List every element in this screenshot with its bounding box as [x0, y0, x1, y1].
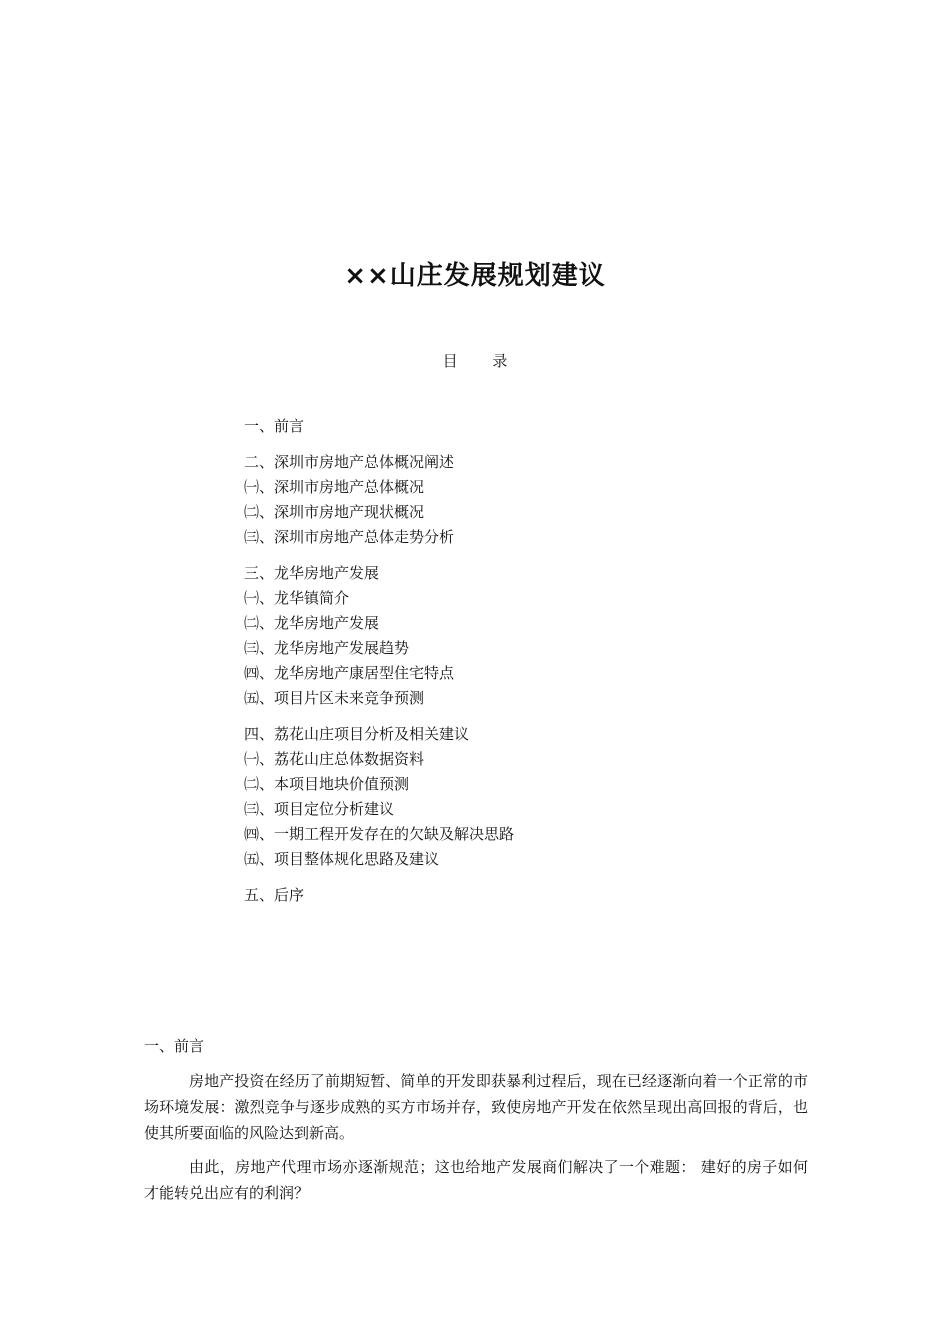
- document-title: ××山庄发展规划建议: [344, 261, 606, 291]
- toc-section: [244, 722, 844, 872]
- paragraph: 由此，房地产代理市场亦逐渐规范；这也给地产发展商们解决了一个难题： 建好的房子如何才能转兑出应有的利润？: [144, 1158, 808, 1202]
- toc-entry: ㈡、深圳市房地产现状概况: [244, 503, 425, 521]
- toc-entry: ㈤、项目整体规化思路及建议: [244, 850, 440, 868]
- toc-entry: ㈠、荔花山庄总体数据资料: [244, 750, 425, 768]
- toc-entry: ㈢、龙华房地产发展趋势: [244, 639, 410, 657]
- toc-heading: 目 录: [442, 352, 508, 370]
- toc-entry: ㈠、龙华镇简介: [244, 589, 350, 607]
- toc-section: [244, 561, 844, 711]
- toc-entry: ㈢、深圳市房地产总体走势分析: [244, 528, 455, 546]
- toc-entry: 一、前言: [244, 417, 305, 435]
- toc-section: [244, 883, 844, 908]
- toc-entry: 二、深圳市房地产总体概况阐述: [244, 453, 455, 471]
- toc-entry: ㈤、项目片区未来竞争预测: [244, 689, 425, 707]
- table-of-contents: [244, 414, 844, 919]
- toc-entry: ㈠、深圳市房地产总体概况: [244, 478, 425, 496]
- toc-entry: ㈡、龙华房地产发展: [244, 614, 380, 632]
- toc-entry: ㈣、龙华房地产康居型住宅特点: [244, 664, 455, 682]
- toc-entry: ㈡、本项目地块价值预测: [244, 775, 410, 793]
- toc-section: [244, 450, 844, 550]
- section-heading: 一、前言: [144, 1037, 205, 1055]
- toc-entry: 五、后序: [244, 886, 305, 904]
- body-section: [144, 1034, 808, 1214]
- toc-entry: 四、荔花山庄项目分析及相关建议: [244, 725, 470, 743]
- paragraph: 房地产投资在经历了前期短暂、简单的开发即获暴利过程后，现在已经逐渐向着一个正常的市场环境发展：激烈竞争与逐步成熟的买方市场并存，致使房地产开发在依然呈现出高回报的背后，也使其所要面临的风险达到新高。: [144, 1072, 808, 1142]
- toc-section: [244, 414, 844, 439]
- toc-entry: 三、龙华房地产发展: [244, 564, 380, 582]
- toc-entry: ㈣、一期工程开发存在的欠缺及解决思路: [244, 825, 515, 843]
- toc-entry: ㈢、项目定位分析建议: [244, 800, 395, 818]
